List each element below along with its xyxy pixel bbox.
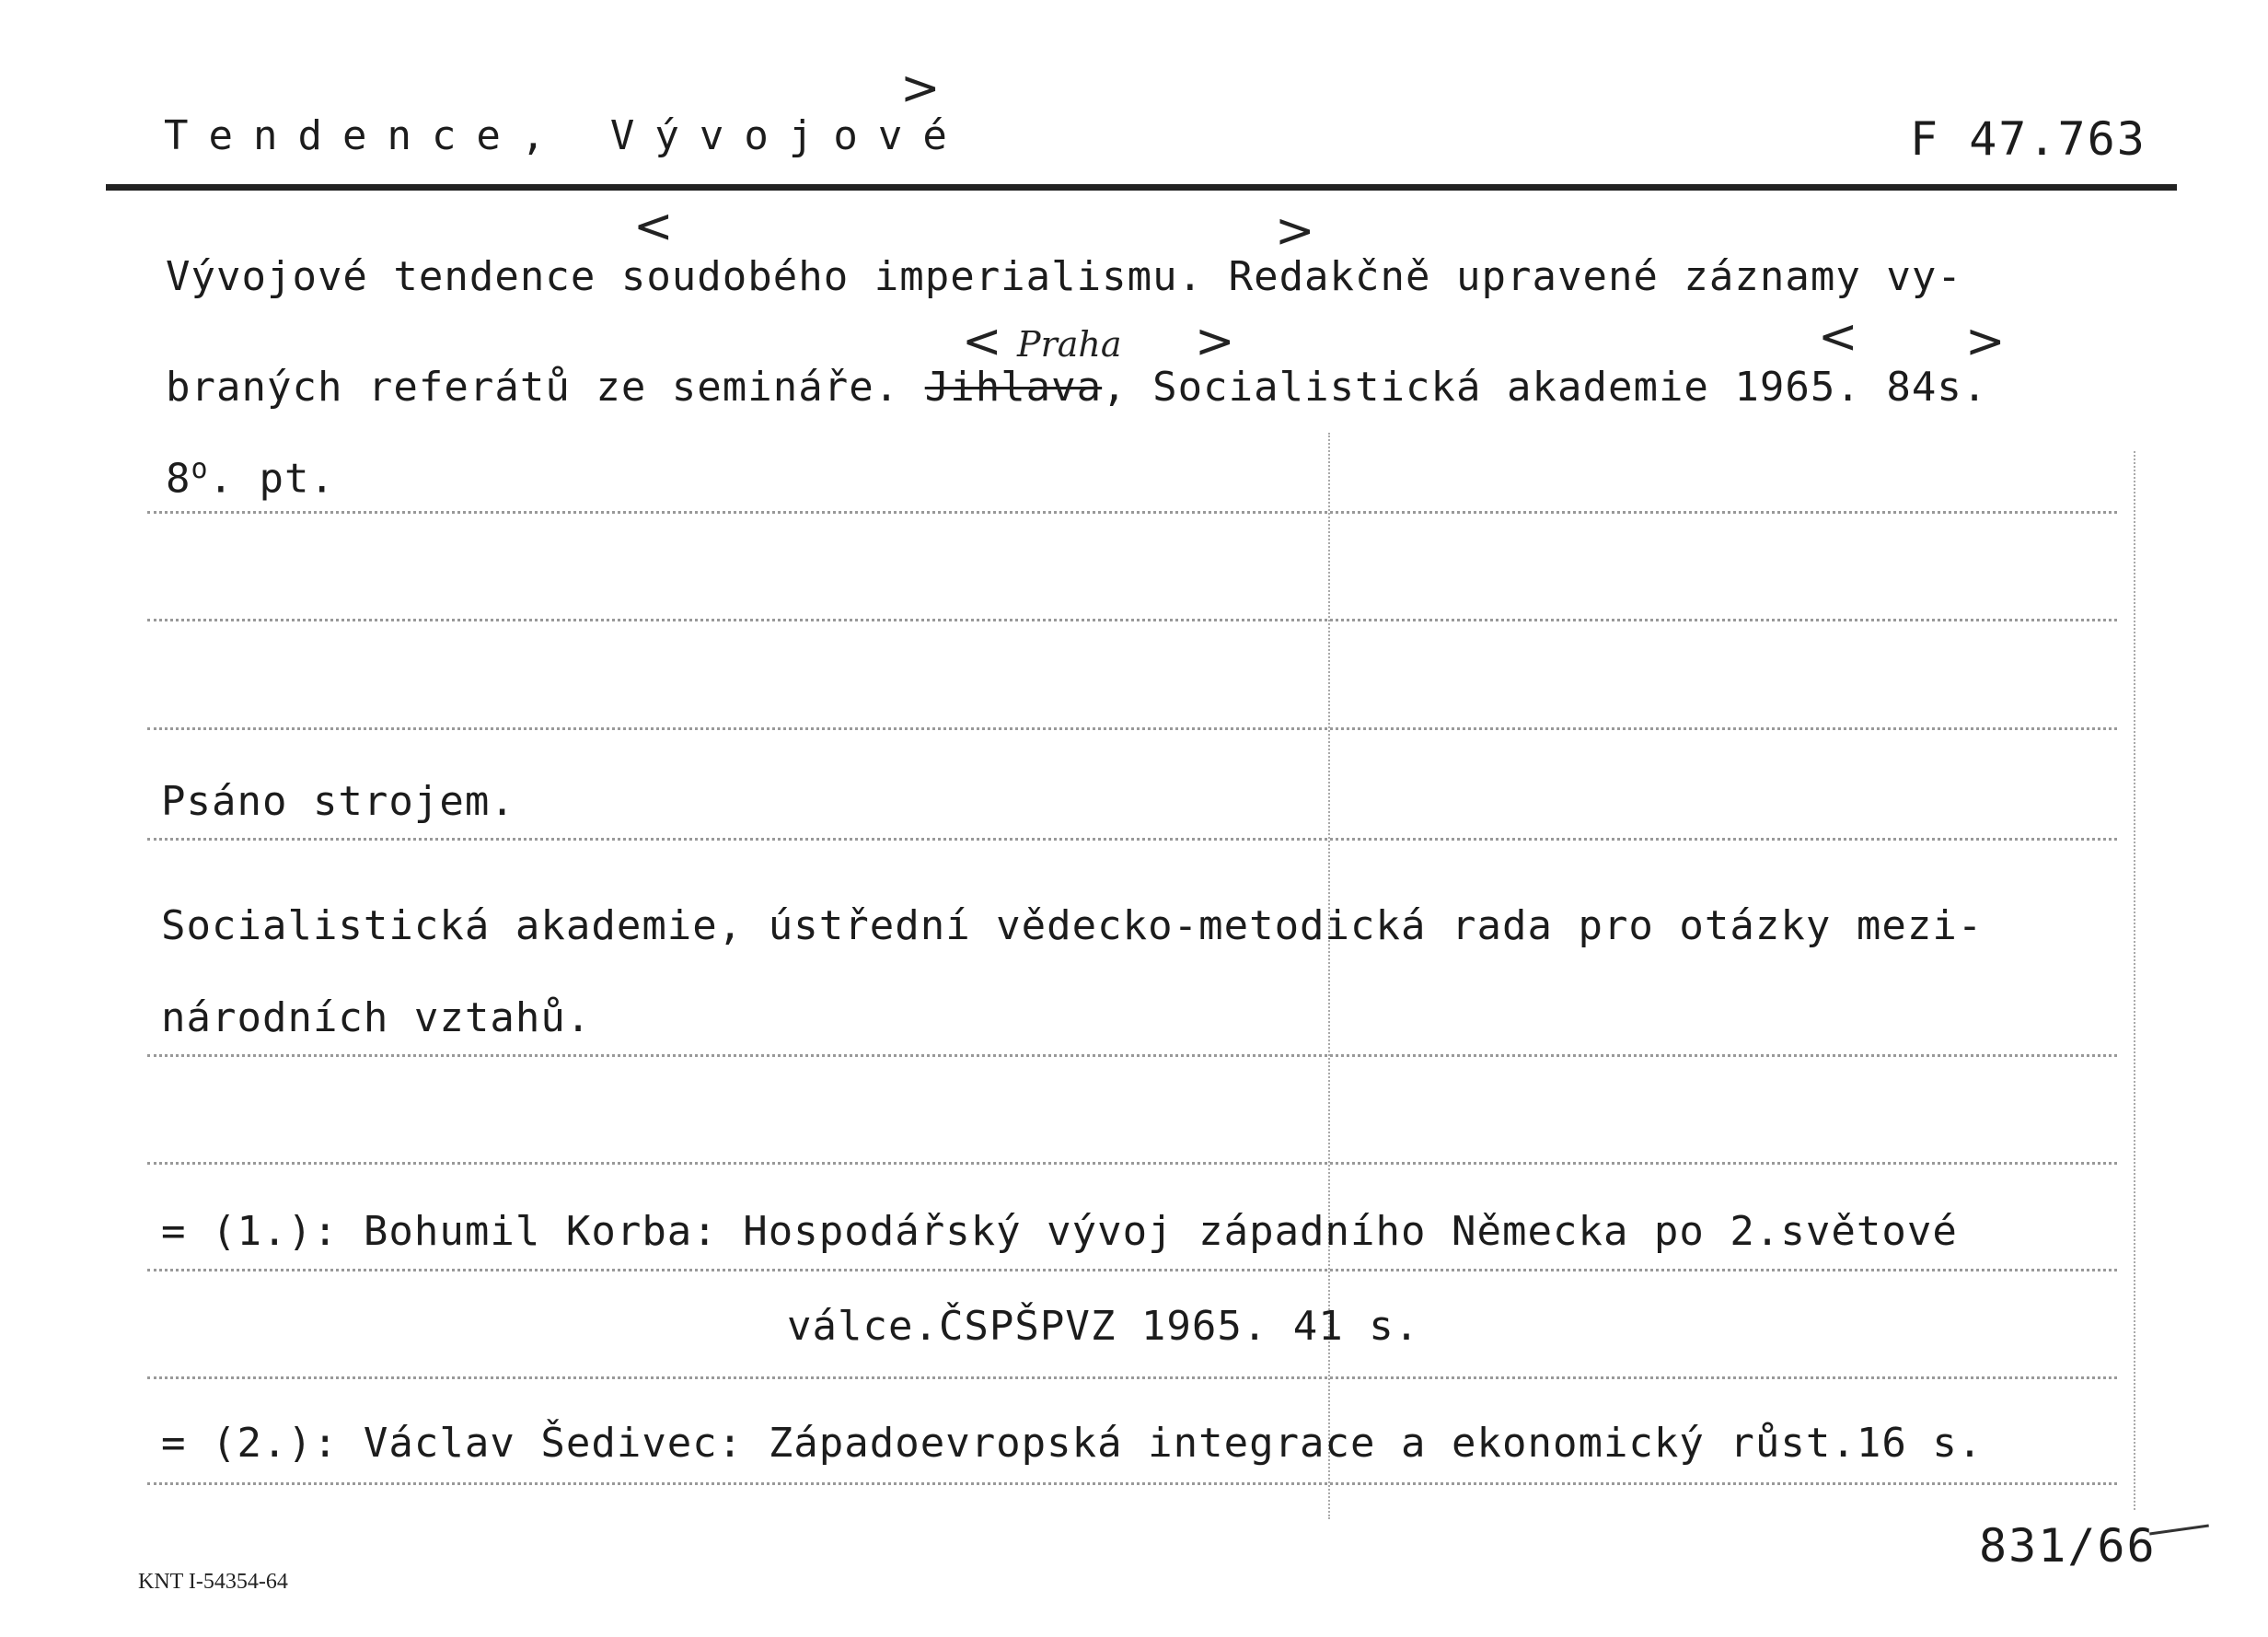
format-sup: o: [191, 453, 209, 485]
bracket-mark: <: [962, 314, 1002, 369]
handwritten-place-correction: Praha: [1017, 324, 1122, 365]
bracket-mark: >: [1275, 203, 1315, 259]
ruling-vertical: [2134, 451, 2135, 1510]
ruling-line: [147, 838, 2117, 841]
bracket-mark: <: [1818, 309, 1858, 365]
struck-place: Jihlava: [924, 364, 1103, 411]
ruling-line: [147, 511, 2117, 514]
entry-line-2-start: braných referátů ze semináře.: [166, 364, 900, 411]
ruling-line: [147, 727, 2117, 730]
bracket-mark: >: [1965, 314, 2006, 369]
accession-number: 831/66: [1979, 1519, 2157, 1573]
type-note: Psáno strojem.: [161, 778, 515, 825]
ruling-line: [147, 1054, 2117, 1057]
contents-item-1-line-1: = (1.): Bohumil Korba: Hospodářský vývoj západního Německa po 2.světové: [161, 1208, 1958, 1255]
ruling-line: [147, 1482, 2117, 1485]
entry-line-3: [166, 453, 335, 503]
entry-line-2-end: , Socialistická akademie 1965. 84s.: [1102, 364, 1988, 411]
ruling-line: [147, 1269, 2117, 1271]
org-line-2: národních vztahů.: [161, 994, 592, 1041]
org-line-1: Socialistická akademie, ústřední vědecko-metodická rada pro otázky mezi-: [161, 902, 1984, 949]
bracket-mark: >: [1195, 314, 1235, 369]
format-base: 8: [166, 455, 191, 503]
contents-item-1-line-2: válce.ČSPŠPVZ 1965. 41 s.: [787, 1303, 1420, 1350]
printer-mark: KNT I-54354-64: [138, 1570, 288, 1594]
ruling-line: [147, 619, 2117, 621]
heading-rule: [106, 184, 2177, 191]
format-end: . pt.: [208, 455, 336, 503]
ruling-vertical: [1328, 433, 1330, 1519]
bracket-mark: >: [900, 61, 941, 116]
bracket-mark: <: [633, 199, 674, 254]
call-number: F 47.763: [1910, 112, 2146, 166]
pen-stroke: [2149, 1524, 2209, 1535]
ruling-line: [147, 1376, 2117, 1379]
entry-line-1: Vývojové tendence soudobého imperialismu. Redakčně upravené záznamy vy-: [166, 253, 1962, 300]
contents-item-2-line-1: = (2.): Václav Šedivec: Západoevropská integrace a ekonomický růst.16 s.: [161, 1420, 1984, 1467]
heading-title: Tendence, Vývojové: [164, 112, 967, 159]
ruling-line: [147, 1162, 2117, 1165]
entry-line-2: [166, 364, 1987, 411]
